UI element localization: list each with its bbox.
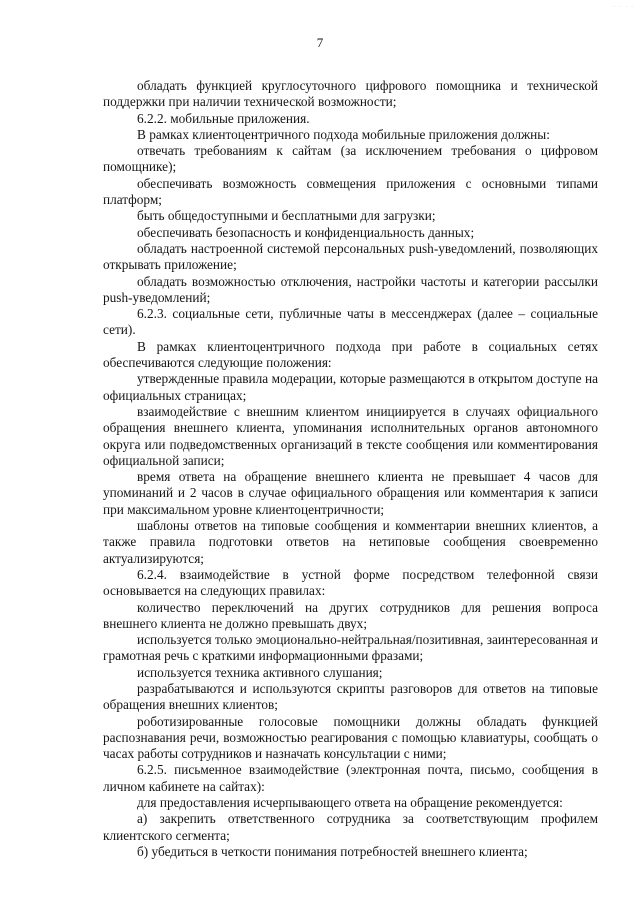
paragraph: а) закрепить ответственного сотрудника за соответствующим профилем клиентского сегмента; — [103, 811, 598, 843]
paragraph: шаблоны ответов на типовые сообщения и комментарии внешних клиентов, а также правила подготовки ответов на нетиповые сообщения своевременно актуализируются; — [103, 518, 598, 566]
paragraph: утвержденные правила модерации, которые размещаются в открытом доступе на официальных страницах; — [103, 371, 598, 403]
paragraph: 6.2.4. взаимодействие в устной форме посредством телефонной связи основывается на следующих правилах: — [103, 566, 598, 599]
paragraph: быть общедоступными и бесплатными для загрузки; — [137, 208, 436, 224]
paragraph: 6.2.5. письменное взаимодействие (электронная почта, письмо, сообщения в личном кабинете на сайтах): — [103, 762, 598, 794]
paragraph: время ответа на обращение внешнего клиента не превышает 4 часов для упоминаний и 2 часов в случае официального обращения или комментария к записи при максимальном уровне клиентоцентричности; — [103, 469, 598, 517]
paragraph: используется только эмоционально-нейтральная/позитивная, заинтересованная и грамотная речь с краткими информационными фразами; — [103, 632, 598, 664]
paragraph: обладать настроенной системой персональных push-уведомлений, позволяющих открывать приложение; — [103, 240, 598, 273]
paragraph: роботизированные голосовые помощники должны обладать функцией распознавания речи, возможностью реагирования с помощью клавиатуры, сообщать о часах работы сотрудников и назначать консультации с ними; — [103, 713, 598, 762]
paragraph: отвечать требованиям к сайтам (за исключением требования о цифровом помощнике); — [103, 143, 598, 175]
paragraph: разрабатываются и используются скрипты разговоров для ответов на типовые обращения внешних клиентов; — [103, 680, 598, 713]
paragraph: В рамках клиентоцентричного подхода при работе в социальных сетях обеспечиваются следующие положения: — [103, 338, 598, 371]
paragraph: обеспечивать безопасность и конфиденциальность данных; — [137, 224, 475, 240]
page-number: 7 — [316, 35, 324, 50]
corner-mark: · · · · — [613, 4, 634, 11]
paragraph: используется техника активного слушания; — [137, 664, 383, 680]
paragraph: обеспечивать возможность совмещения приложения с основными типами платформ; — [103, 175, 598, 208]
paragraph: обладать возможностью отключения, настройки частоты и категории рассылки push-уведомлений; — [103, 273, 598, 305]
paragraph: 6.2.3. социальные сети, публичные чаты в мессенджерах (далее – социальные сети). — [103, 306, 598, 338]
paragraph: В рамках клиентоцентричного подхода мобильные приложения должны: — [137, 126, 550, 142]
paragraph: 6.2.2. мобильные приложения. — [137, 110, 310, 126]
paragraph: взаимодействие с внешним клиентом инициируется в случаях официального обращения внешнего клиента, упоминания исполнительных органов автономного округа или подведомственных организаций в тексте сообщения или комментирования официальной записи; — [103, 403, 598, 468]
paragraph: б) убедиться в четкости понимания потребностей внешнего клиента; — [137, 843, 528, 859]
document-body — [103, 78, 598, 860]
paragraph: для предоставления исчерпывающего ответа на обращение рекомендуется: — [137, 795, 563, 811]
paragraph: количество переключений на других сотрудников для решения вопроса внешнего клиента не должно превышать двух; — [103, 599, 598, 631]
paragraph: обладать функцией круглосуточного цифрового помощника и технической поддержки при наличии технической возможности; — [103, 78, 598, 110]
